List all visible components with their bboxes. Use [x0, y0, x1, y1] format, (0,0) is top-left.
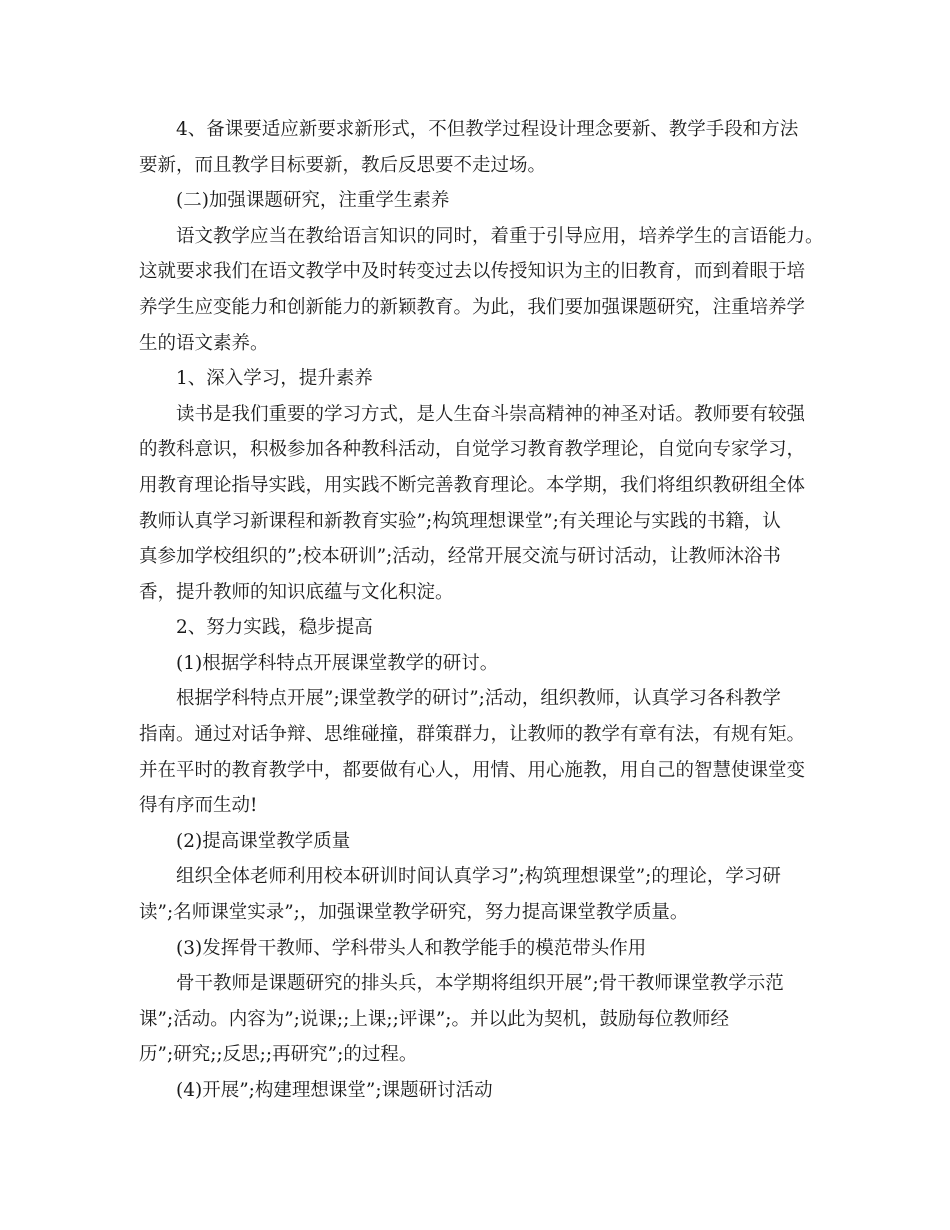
- paragraph-line: 骨干教师是课题研究的排头兵，本学期将组织开展”;骨干教师课堂教学示范: [176, 973, 784, 994]
- paragraph-line: 4、备课要适应新要求新形式，不但教学过程设计理念要新、教学手段和方法: [176, 119, 799, 140]
- paragraph-line: 用教育理论指导实践，用实践不断完善教育理论。本学期，我们将组织教研组全体: [139, 475, 806, 496]
- paragraph-line: 历”;研究;;反思;;再研究”;的过程。: [139, 1044, 418, 1065]
- subsection-heading: 2、努力实践，稳步提高: [176, 617, 373, 638]
- paragraph-line: 组织全体老师利用校本研训时间认真学习”;构筑理想课堂”;的理论，学习研: [176, 866, 781, 887]
- paragraph-line: 读书是我们重要的学习方式，是人生奋斗崇高精神的神圣对话。教师要有较强: [176, 404, 806, 425]
- paragraph-line: 香，提升教师的知识底蕴与文化积淀。: [139, 582, 454, 603]
- paragraph-line: 的教科意识，积极参加各种教科活动，自觉学习教育教学理论，自觉向专家学习，: [139, 439, 806, 460]
- paragraph-line: 真参加学校组织的”;校本研训”;活动，经常开展交流与研讨活动，让教师沐浴书: [139, 546, 781, 567]
- paragraph-line: 养学生应变能力和创新能力的新颖教育。为此，我们要加强课题研究，注重培养学: [139, 297, 806, 318]
- paragraph-line: 根据学科特点开展”;课堂教学的研讨”;活动，组织教师，认真学习各科教学: [176, 688, 781, 709]
- paragraph-line: 语文教学应当在教给语言知识的同时，着重于引导应用，培养学生的言语能力。: [176, 226, 824, 247]
- paragraph-line: 这就要求我们在语文教学中及时转变过去以传授知识为主的旧教育，而到着眼于培: [139, 261, 806, 282]
- item-heading: (2)提高课堂教学质量: [176, 831, 351, 852]
- item-heading: (1)根据学科特点开展课堂教学的研讨。: [176, 653, 499, 674]
- paragraph-line: 生的语文素养。: [139, 333, 269, 354]
- paragraph-line: 读”;名师课堂实录”;，加强课堂教学研究，努力提高课堂教学质量。: [139, 902, 689, 923]
- paragraph-line: 要新，而且教学目标要新，教后反思要不走过场。: [139, 155, 547, 176]
- item-heading: (4)开展”;构建理想课堂”;课题研讨活动: [176, 1080, 493, 1101]
- section-heading: (二)加强课题研究，注重学生素养: [176, 190, 450, 211]
- paragraph-line: 课”;活动。内容为”;说课;;上课;;评课”;。并以此为契机，鼓励每位教师经: [139, 1009, 730, 1030]
- paragraph-line: 得有序而生动!: [139, 795, 258, 816]
- paragraph-line: 指南。通过对话争辩、思维碰撞，群策群力，让教师的教学有章有法，有规有矩。: [139, 724, 806, 745]
- item-heading: (3)发挥骨干教师、学科带头人和教学能手的模范带头作用: [176, 938, 647, 959]
- paragraph-line: 教师认真学习新课程和新教育实验”;构筑理想课堂”;有关理论与实践的书籍，认: [139, 511, 781, 532]
- paragraph-line: 并在平时的教育教学中，都要做有心人，用情、用心施教，用自己的智慧使课堂变: [139, 760, 806, 781]
- subsection-heading: 1、深入学习，提升素养: [176, 368, 373, 389]
